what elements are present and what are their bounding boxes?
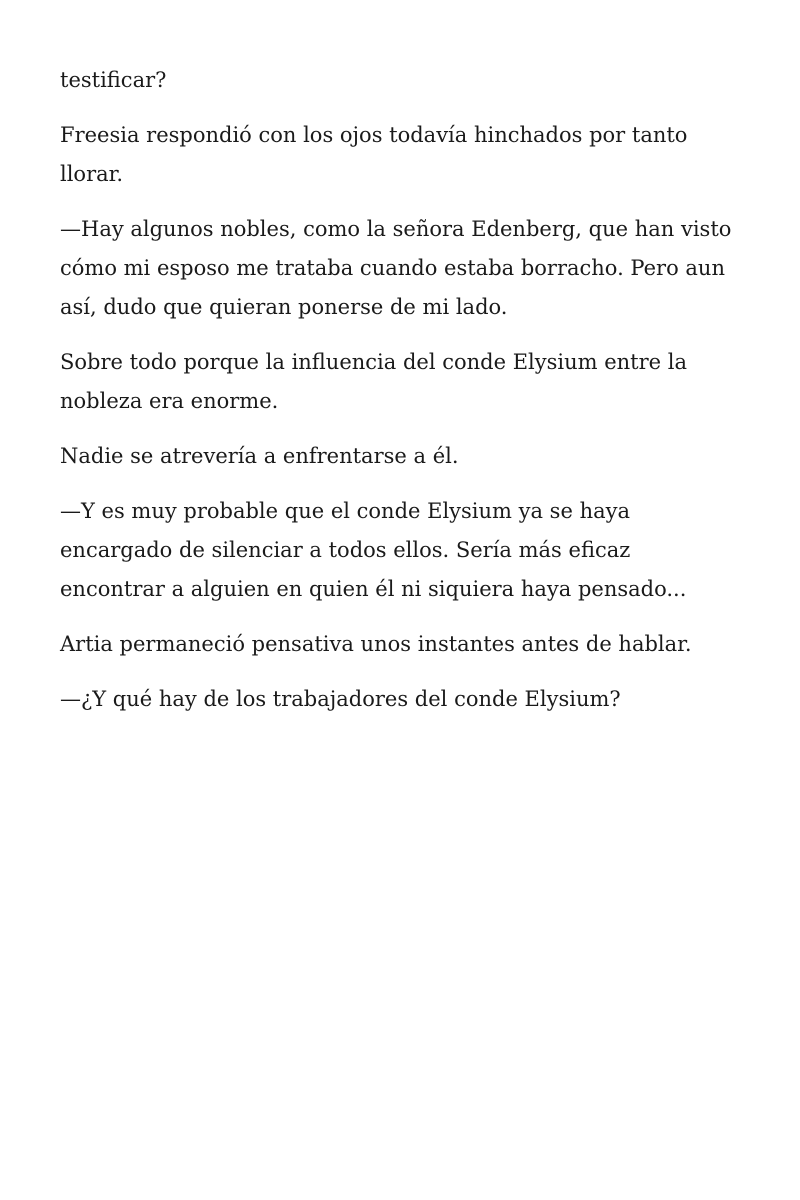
paragraph-8: —¿Y qué hay de los trabajadores del conde Elysium? <box>60 687 621 711</box>
paragraph-2: Freesia respondió con los ojos todavía hinchados por tanto llorar. <box>60 123 688 186</box>
paragraph-4: Sobre todo porque la influencia del conde Elysium entre la nobleza era enorme. <box>60 350 687 413</box>
paragraph-3: —Hay algunos nobles, como la señora Edenberg, que han visto cómo mi esposo me trataba cuando estaba borracho. Pero aun así, dudo que quieran ponerse de mi lado. <box>60 217 732 319</box>
paragraph-1: testificar? <box>60 68 167 92</box>
paragraph-6: —Y es muy probable que el conde Elysium ya se haya encargado de silenciar a todos ellos. Sería más eficaz encontrar a alguien en quien él ni siquiera haya pensado... <box>60 499 687 601</box>
paragraph-7: Artia permaneció pensativa unos instantes antes de hablar. <box>60 632 692 656</box>
paragraph-5: Nadie se atrevería a enfrentarse a él. <box>60 444 459 468</box>
